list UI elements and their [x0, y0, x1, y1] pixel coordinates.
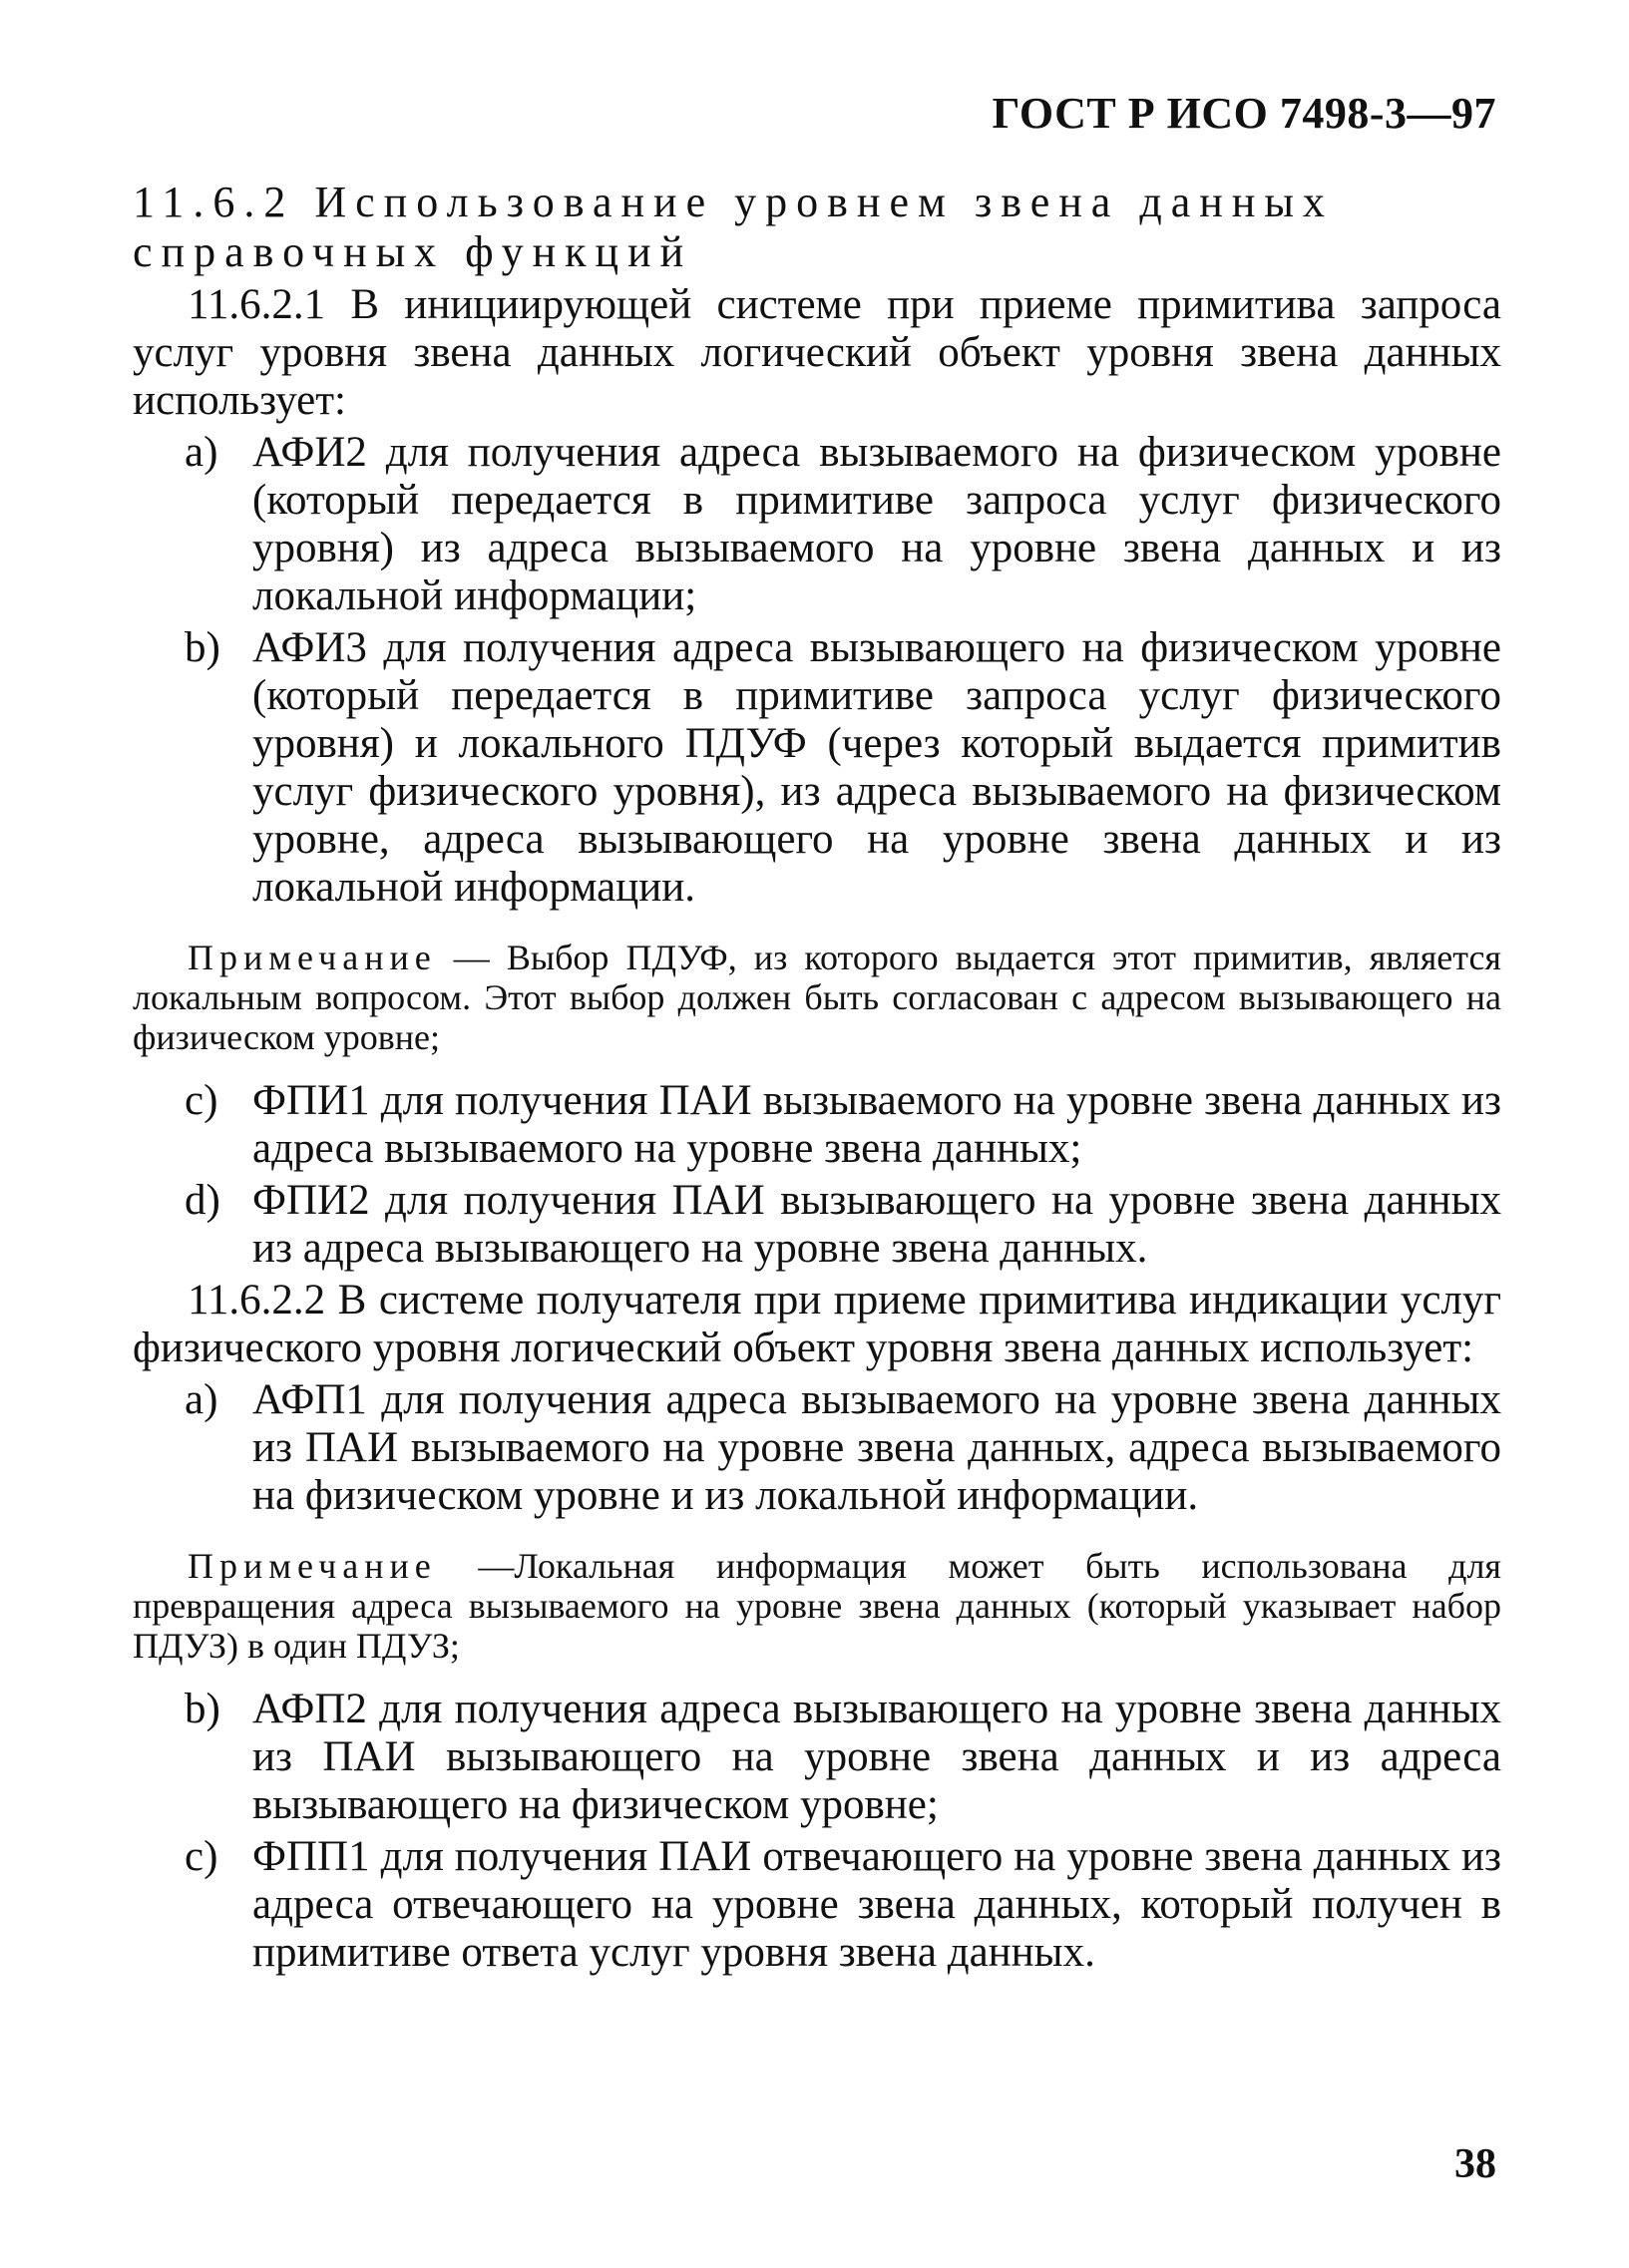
- standard-header: ГОСТ Р ИСО 7498-3—97: [992, 89, 1496, 138]
- note: [133, 938, 1501, 1057]
- note-text: — Выбор ПДУФ, из которого выдается этот примитив, является локальным вопросом. Этот выбор должен быть согласован с адресом вызывающего на физическом уровне;: [133, 938, 1501, 1057]
- list-marker: c): [185, 1077, 218, 1124]
- list-marker: c): [185, 1833, 218, 1880]
- page-number: 38: [1454, 2141, 1496, 2187]
- list-item-text: ФПИ2 для получения ПАИ вызывающего на уровне звена данных из адреса вызывающего на уровне звена данных.: [252, 1177, 1501, 1272]
- list-item-text: АФИ3 для получения адреса вызывающего на физическом уровне (который передается в примитиве запроса услуг физического уровня) и локального ПДУФ (через который выдается примитив услуг физического уровня), из адреса вызываемого на физическом уровне, адреса вызывающего на уровне звена данных и из локальной информации.: [252, 624, 1501, 911]
- list-item-text: ФПП1 для получения ПАИ отвечающего на уровне звена данных из адреса отвечающего на уровне звена данных, который получен в примитиве ответа услуг уровня звена данных.: [252, 1833, 1501, 1976]
- clause-11-6-2-2: 11.6.2.2 В системе получателя при приеме примитива индикации услуг физического уровня логический объект уровня звена данных использует:: [133, 1277, 1501, 1371]
- list-marker: b): [185, 624, 220, 671]
- list-item: [133, 624, 1501, 912]
- list-marker: d): [185, 1177, 220, 1224]
- list-item: [133, 429, 1501, 620]
- clause-11-6-2-1: 11.6.2.1 В инициирующей системе при приеме примитива запроса услуг уровня звена данных логический объект уровня звена данных использует:: [133, 281, 1501, 424]
- note-label: Примечание: [188, 938, 437, 977]
- list-marker: b): [185, 1686, 220, 1732]
- note: [133, 1546, 1501, 1666]
- list-item: [133, 1833, 1501, 1977]
- list-item-text: АФИ2 для получения адреса вызываемого на физическом уровне (который передается в примитиве запроса услуг физического уровня) из адреса вызываемого на уровне звена данных и из локальной информации;: [252, 429, 1501, 619]
- note-label: Примечание: [188, 1546, 437, 1586]
- list-marker: a): [185, 1376, 218, 1423]
- list-item: [133, 1177, 1501, 1273]
- section-title: 11.6.2 Использование уровнем звена данных справочных функций: [133, 178, 1334, 276]
- document-body: [133, 178, 1501, 1977]
- list-item: [133, 1686, 1501, 1829]
- list-item-text: ФПИ1 для получения ПАИ вызываемого на уровне звена данных из адреса вызываемого на уровне звена данных;: [252, 1077, 1501, 1172]
- note-text: —Локальная информация может быть использована для превращения адреса вызываемого на уровне звена данных (который указывает набор ПДУЗ) в один ПДУЗ;: [133, 1546, 1501, 1666]
- list-marker: a): [185, 429, 218, 476]
- list-item-text: АФП2 для получения адреса вызывающего на уровне звена данных из ПАИ вызывающего на уровне звена данных и из адреса вызывающего на физическом уровне;: [252, 1686, 1501, 1828]
- list-item-text: АФП1 для получения адреса вызываемого на уровне звена данных из ПАИ вызываемого на уровне звена данных, адреса вызываемого на физическом уровне и из локальной информации.: [252, 1376, 1501, 1519]
- list-item: [133, 1376, 1501, 1520]
- list-item: [133, 1077, 1501, 1173]
